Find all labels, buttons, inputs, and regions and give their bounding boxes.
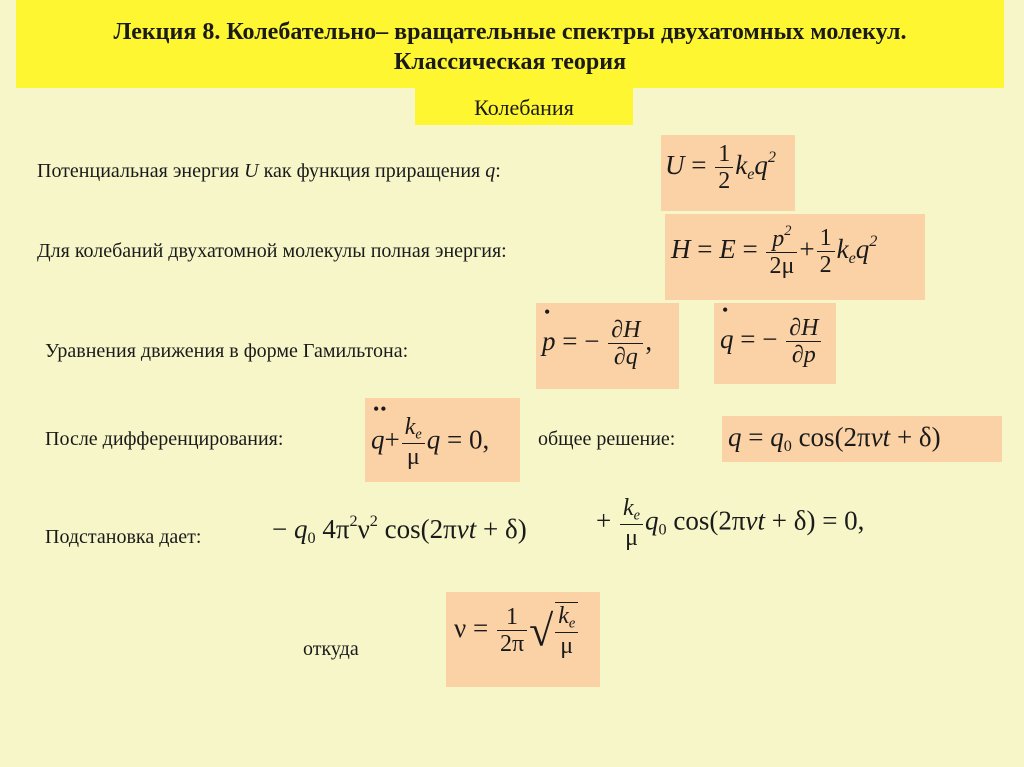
title-bar	[16, 0, 1004, 88]
lecture-subtitle: Классическая теория	[393, 49, 627, 75]
hamilton-text: Уравнения движения в форме Гамильтона:	[45, 340, 409, 362]
formula-equation-of-motion: •• q+ $\frac{k_e}{\mu}$ q = 0,	[365, 398, 520, 482]
lecture-title: Лекция 8. Колебательно– вращательные спектры двухатомных молекул.	[113, 19, 907, 45]
formula-substitution-part1: − $q_0$ $4\pi^2\nu^2$ cos(2πνt + δ)	[272, 512, 527, 547]
formula-general-solution: $q = q_0$ cos(2πνt + δ)	[722, 416, 1002, 462]
formula-frequency: ν = $\frac{1}{2\pi}$ √ $\frac{k_e}{\mu}$	[446, 592, 600, 687]
formula-substitution-part2: + $\frac{k_e}{\mu}$ $q_0$ cos(2πνt + δ) = 0,	[596, 495, 865, 552]
potential-symbol-U: U	[244, 160, 259, 182]
formula-potential-energy: U = $\frac{1}{2}$ $k_eq^2$	[661, 135, 795, 211]
general-solution-text: общее решение:	[538, 428, 676, 450]
potential-text-part: как функция приращения	[258, 160, 486, 182]
potential-text-part: :	[495, 160, 501, 182]
potential-energy-text	[37, 160, 501, 183]
formula-q-dot: • q = − $\frac{\partial H}{\partial p}$	[714, 303, 836, 384]
total-energy-text: Для колебаний двухатомной молекулы полная энергия:	[37, 240, 507, 262]
formula-p-dot: • p = − $\frac{\partial H}{\partial q}$ ,	[536, 303, 679, 389]
potential-text-part: Потенциальная энергия	[37, 160, 245, 182]
differentiation-text: После дифференцирования:	[45, 428, 284, 450]
section-heading: Колебания	[415, 88, 633, 125]
potential-symbol-q: q	[485, 160, 496, 182]
whence-text: откуда	[303, 638, 359, 660]
formula-total-energy: H = E = $\frac{p^2}{2\mu}$ + $\frac{1}{2}$ $k_eq^2$	[665, 214, 925, 300]
substitution-text: Подстановка дает:	[45, 526, 202, 548]
